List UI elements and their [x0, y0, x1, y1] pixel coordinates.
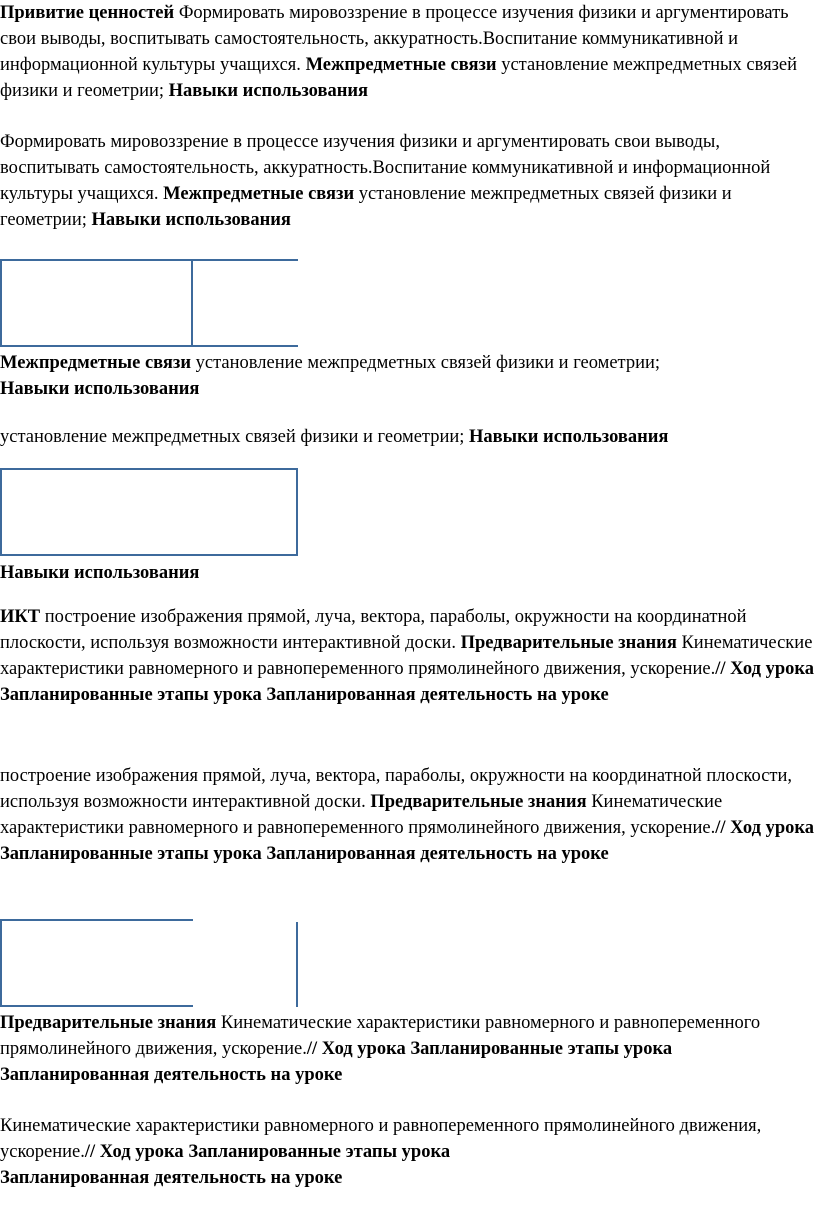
slashes: //	[715, 818, 726, 838]
text: установление межпредметных связей физики и геометрии;	[0, 55, 797, 101]
table-border-divider	[191, 259, 193, 347]
table-border-right	[296, 468, 298, 556]
text: Кинематические характеристики равномерного и равнопеременного прямолинейного движения, ускорение.	[0, 633, 813, 679]
table-border-right	[296, 922, 298, 1007]
text: установление межпредметных связей физики и геометрии;	[195, 353, 661, 373]
heading-planned-activity: Запланированная деятельность на уроке	[266, 685, 609, 705]
heading-interdisciplinary: Межпредметные связи	[305, 55, 497, 75]
paragraph-kinematics	[0, 1113, 815, 1191]
heading-prior-knowledge: Предварительные знания	[460, 633, 677, 653]
slashes: //	[84, 1142, 96, 1162]
heading-planned-stages: Запланированные этапы урока	[188, 1142, 451, 1162]
heading-lesson-course: Ход урока	[99, 1142, 184, 1162]
paragraph-ict	[0, 604, 815, 708]
table-border-bottom	[0, 345, 298, 347]
heading-ict: ИКТ	[0, 607, 41, 627]
slashes: //	[715, 659, 726, 679]
table-border-top	[0, 468, 298, 470]
text: построение изображения прямой, луча, вектора, параболы, окружности на координатной плоскости, используя возможности интерактивной доски.	[0, 607, 747, 653]
heading-values: Привитие ценностей	[0, 3, 175, 23]
text: Кинематические характеристики равномерного и равнопеременного прямолинейного движения, ускорение.	[0, 792, 723, 838]
table-border-left	[0, 919, 2, 1007]
text: Кинематические характеристики равномерного и равнопеременного прямолинейного движения, ускорение.	[0, 1013, 761, 1059]
text: построение изображения прямой, луча, вектора, параболы, окружности на координатной плоскости, используя возможности интерактивной доски.	[0, 766, 793, 812]
heading-skills: Навыки использования	[91, 210, 291, 230]
heading-skills: Навыки использования	[469, 427, 669, 447]
heading-planned-stages: Запланированные этапы урока	[410, 1039, 673, 1059]
heading-lesson-course: Ход урока	[321, 1039, 406, 1059]
paragraph-construction	[0, 763, 815, 867]
text: Кинематические характеристики равномерного и равнопеременного прямолинейного движения, ускорение.	[0, 1116, 762, 1162]
heading-prior-knowledge: Предварительные знания	[0, 1013, 217, 1033]
text: Формировать мировоззрение в процессе изучения физики и аргументировать свои выводы, воспитывать самостоятельность, аккуратность.Воспитание коммуникативной и информационной культуры учащихся.	[0, 132, 771, 204]
paragraph-prior-knowledge	[0, 1010, 815, 1088]
paragraph-values	[0, 0, 815, 104]
heading-lesson-course: Ход урока	[730, 659, 815, 679]
table-border-bottom	[0, 1005, 193, 1007]
table-border-left	[0, 468, 2, 556]
text: установление межпредметных связей физики и геометрии;	[0, 427, 470, 447]
slashes: //	[306, 1039, 318, 1059]
table-border-bottom	[0, 554, 298, 556]
heading-lesson-course: Ход урока	[730, 818, 815, 838]
heading-planned-stages: Запланированные этапы урока	[0, 844, 262, 864]
paragraph-worldview	[0, 129, 815, 233]
paragraph-interdisciplinary	[0, 350, 815, 402]
heading-skills: Навыки использования	[0, 563, 200, 583]
paragraph-links	[0, 424, 815, 450]
heading-skills: Навыки использования	[0, 379, 200, 399]
heading-skills: Навыки использования	[168, 81, 369, 101]
heading-planned-activity: Запланированная деятельность на уроке	[0, 1168, 343, 1188]
text: установление межпредметных связей физики и геометрии;	[0, 184, 732, 230]
table-border-top	[0, 259, 298, 261]
heading-interdisciplinary: Межпредметные связи	[163, 184, 355, 204]
text: Формировать мировоззрение в процессе изучения физики и аргументировать свои выводы, воспитывать самостоятельность, аккуратность.Воспитание коммуникативной и информационной культуры учащихся.	[0, 3, 789, 75]
table-border-top	[0, 919, 193, 921]
heading-prior-knowledge: Предварительные знания	[370, 792, 587, 812]
paragraph-skills	[0, 560, 815, 586]
table-border-left	[0, 259, 2, 347]
heading-planned-activity: Запланированная деятельность на уроке	[0, 1065, 343, 1085]
heading-interdisciplinary: Межпредметные связи	[0, 353, 192, 373]
heading-planned-activity: Запланированная деятельность на уроке	[266, 844, 609, 864]
heading-planned-stages: Запланированные этапы урока	[0, 685, 262, 705]
